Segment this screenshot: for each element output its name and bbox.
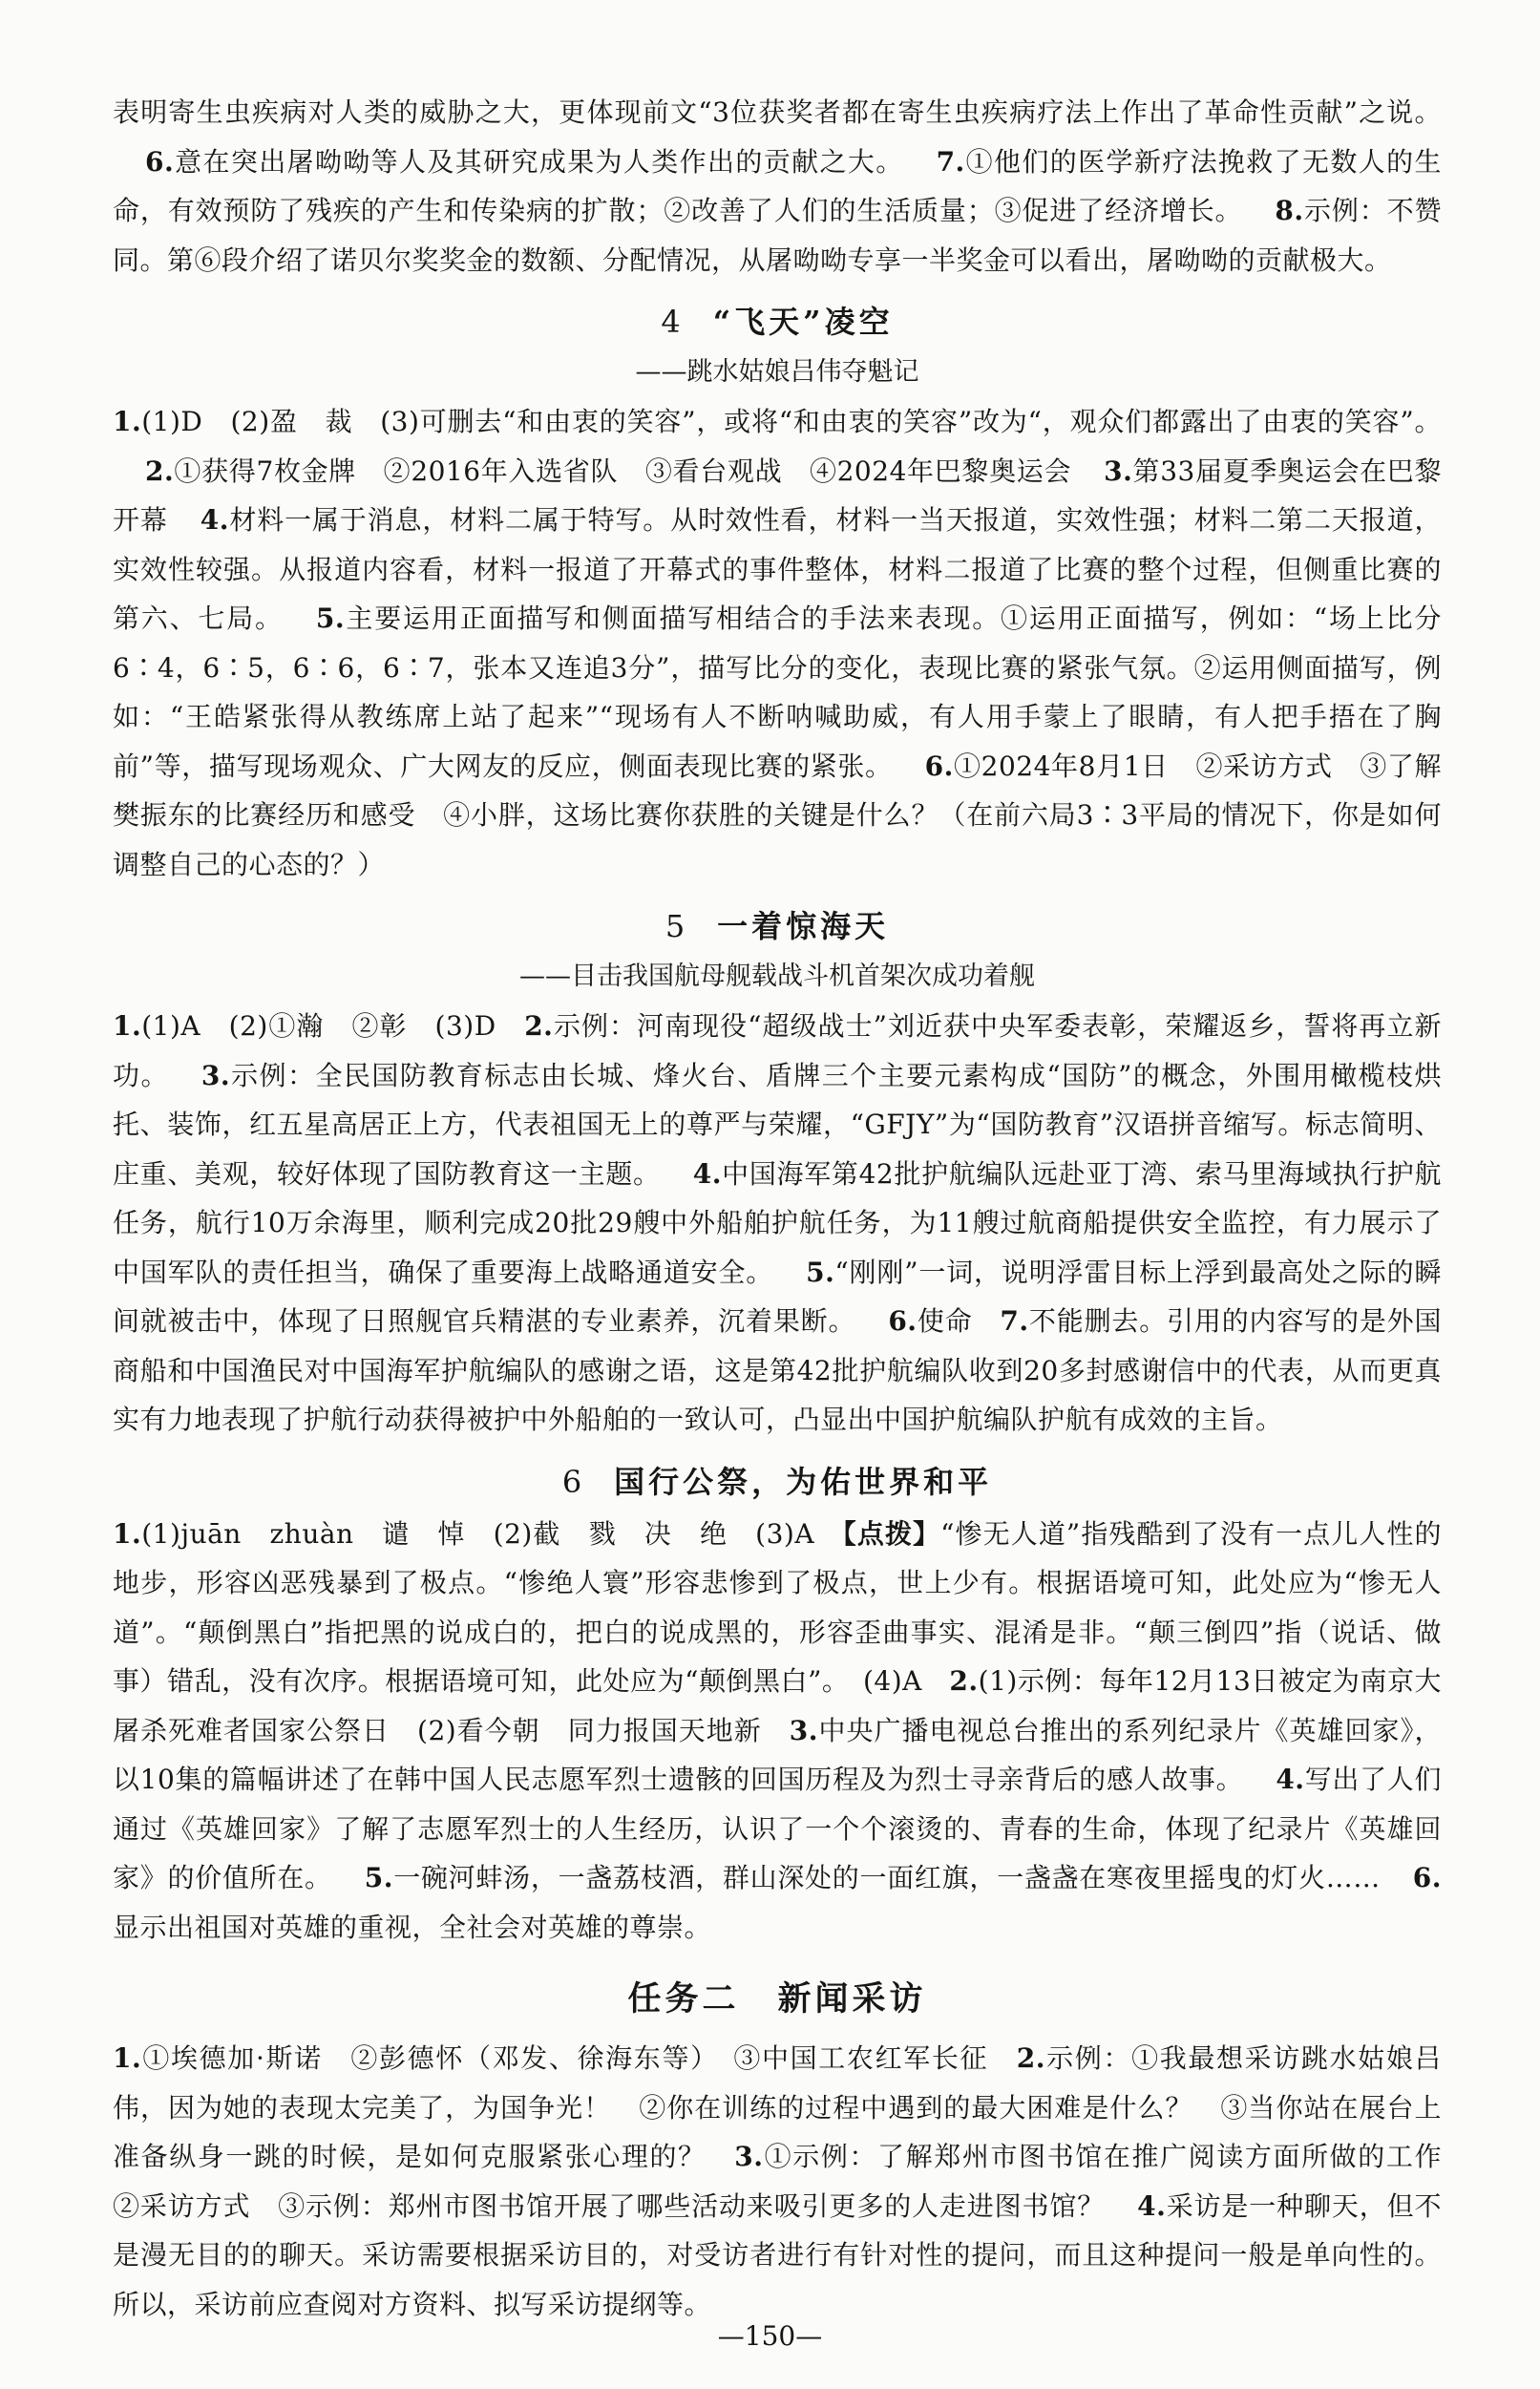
answer-text: 示例：河南现役“超级战士”刘近获中央军委表彰，荣耀返乡，誓将再立新功。 [113,1010,1442,1091]
lesson-title-text: 国行公祭，为佑世界和平 [614,1463,993,1500]
question-number: 2. [949,1665,979,1697]
answer-text: 表明寄生虫疾病对人类的威胁之大，更体现前文“3位获奖者都在寄生虫疾病疗法上作出了革命性贡献”之说。 [113,96,1442,128]
answer-text: 显示出祖国对英雄的重视，全社会对英雄的尊崇。 [113,1911,712,1943]
question-number: 2. [1016,2042,1046,2074]
lesson-title [113,1458,1442,1506]
question-number: 1. [113,2042,142,2074]
answer-text: “惨无人道”指残酷到了没有一点儿人性的地步，形容凶恶残暴到了极点。“惨绝人寰”形容悲惨到了极点，世上少有。根据语境可知，此处应为“惨无人道”。“颠倒黑白”指把黑的说成白的，把白的说成黑的，形容歪曲事实、混淆是非。“颠三倒四”指（说话、做事）错乱，没有次序。根据语境可知，此处应为“颠倒黑白”。 (4)A [113,1517,1442,1697]
answer-text: 意在突出屠呦呦等人及其研究成果为人类作出的贡献之大。 [174,145,904,178]
question-number: 5. [806,1256,835,1288]
page-number: —150— [717,2320,823,2352]
answer-text: ①埃德加·斯诺 ②彭德怀（邓发、徐海东等） ③中国工农红军长征 [141,2042,1017,2074]
answer-text: 示例：全民国防教育标志由长城、烽火台、盾牌三个主要元素构成“国防”的概念，外围用橄榄枝烘托、装饰，红五星高居正上方，代表祖国无上的尊严与荣耀，“GFJY”为“国防教育”汉语拼音缩写。标志简明、庄重、美观，较好体现了国防教育这一主题。 [113,1059,1442,1190]
question-number: 5. [364,1862,394,1893]
question-number: 3. [1104,455,1133,487]
task-title-text: 新闻采访 [777,1979,927,2019]
task-title [113,1973,1442,2026]
task-number: 任务二 [627,1979,740,2019]
answer-paragraph [113,397,1442,889]
question-number: 2. [524,1010,554,1042]
question-number: 【点拨】 [842,1517,941,1550]
lesson-number: 4 [661,304,681,340]
lesson-number: 6 [561,1463,582,1500]
answer-text: 第33届夏季奥运会在巴黎开幕 [113,455,1442,536]
answer-text: 中国海军第42批护航编队远赴亚丁湾、索马里海域执行护航任务，航行10万余海里，顺利完成20批29艘中外船舶护航任务，为11艘过航商船提供安全监控，有力展示了中国军队的责任担当，确保了重要海上战略通道安全。 [113,1157,1442,1288]
answer-paragraph [113,2034,1469,2329]
lesson-title [113,298,1442,346]
question-number: 5. [315,603,346,634]
answer-text: ①示例：了解郑州市图书馆在推广阅读方面所做的工作 ②采访方式 ③示例：郑州市图书馆开展了哪些活动来吸引更多的人走进图书馆？ [113,2141,1469,2222]
answer-text: (1)D (2)盈 裁 (3)可删去“和由衷的笑容”，或将“和由衷的笑容”改为“，观众们都露出了由衷的笑容”。 [141,406,1442,437]
question-number: 1. [113,406,142,437]
lesson-number: 5 [665,908,686,944]
question-number: 1. [113,1010,142,1042]
answer-text: 示例：不赞同。第⑥段介绍了诺贝尔奖奖金的数额、分配情况，从屠呦呦专享一半奖金可以看出，屠呦呦的贡献极大。 [113,195,1442,276]
lesson-subtitle: ——目击我国航母舰载战斗机首架次成功着舰 [519,962,1035,991]
answer-text: 示例：①我最想采访跳水姑娘吕伟，因为她的表现太完美了，为国争光！ ②你在训练的过程中遇到的最大困难是什么？ ③当你站在展台上准备纵身一跳的时候，是如何克服紧张心理的？ [113,2042,1442,2172]
question-number: 6. [145,145,175,178]
answer-text: 使命 [917,1305,1001,1337]
answer-text: 主要运用正面描写和侧面描写相结合的手法来表现。①运用正面描写，例如：“场上比分6∶4，6∶5，6∶6，6∶7，张本又连追3分”，描写比分的变化，表现比赛的紧张气氛。②运用侧面描写，例如：“王皓紧张得从教练席上站了起来”“现场有人不断呐喊助威，有人用手蒙上了眼睛，有人把手捂在了胸前”等，描写现场观众、广大网友的反应，侧面表现比赛的紧张。 [113,603,1442,782]
answer-text: 一碗河蚌汤，一盏荔枝酒，群山深处的一面红旗，一盏盏在寒夜里摇曳的灯火…… [393,1862,1381,1893]
answer-text: ①获得7枚金牌 ②2016年入选省队 ③看台观战 ④2024年巴黎奥运会 [174,455,1072,487]
question-number: 7. [936,145,965,178]
question-number: 4. [1276,1764,1305,1795]
question-number: 6. [924,750,954,782]
answer-text: (1)示例：每年12月13日被定为南京大屠杀死难者国家公祭日 (2)看今朝 同力报国天地新 [113,1665,1443,1746]
question-number: 6. [1412,1862,1442,1893]
question-number: 4. [200,504,229,536]
question-number: 2. [145,455,175,487]
lesson-title-text: “飞天”凌空 [712,304,894,340]
question-number: 3. [789,1714,818,1746]
question-number: 7. [1000,1305,1029,1337]
answer-text: 不能删去。引用的内容写的是外国商船和中国渔民对中国海军护航编队的感谢之语，这是第42批护航编队收到20多封感谢信中的代表，从而更真实有力地表现了护航行动获得被护中外船舶的一致认可，凸显出中国护航编队护航有成效的主旨。 [113,1305,1442,1435]
answer-content [113,88,1469,2329]
lesson-title [113,902,1442,950]
answer-paragraph [113,1002,1442,1445]
answer-text: (1)A (2)①瀚 ②彰 (3)D [141,1010,525,1042]
lesson-title-text: 一着惊海天 [717,908,890,944]
answer-text: ①2024年8月1日 ②采访方式 ③了解樊振东的比赛经历和感受 ④小胖，这场比赛你获胜的关键是什么？（在前六局3∶3平局的情况下，你是如何调整自己的心态的？） [113,750,1442,880]
answer-text: 写出了人们通过《英雄回家》了解了志愿军烈士的人生经历，认识了一个个滚烫的、青春的生命，体现了纪录片《英雄回家》的价值所在。 [113,1764,1442,1893]
answer-paragraph [113,88,1442,285]
question-number: 4. [1137,2189,1167,2222]
answer-text: (1)juān zhuàn 谴 悼 (2)截 戮 决 绝 (3)A [141,1517,843,1550]
answer-text: 采访是一种聊天，但不是漫无目的的聊天。采访需要根据采访目的，对受访者进行有针对性的提问，而且这种提问一般是单向性的。所以，采访前应查阅对方资料、拟写采访提纲等。 [113,2189,1442,2320]
question-number: 6. [888,1305,918,1337]
question-number: 3. [734,2141,764,2172]
question-number: 8. [1275,195,1304,226]
question-number: 1. [113,1517,142,1550]
answer-text: 中央广播电视总台推出的系列纪录片《英雄回家》，以10集的篇幅讲述了在韩中国人民志愿军烈士遗骸的回国历程及为烈士寻亲背后的感人故事。 [113,1714,1442,1795]
answer-text: 材料一属于消息，材料二属于特写。从时效性看，材料一当天报道，实效性强；材料二第二天报道，实效性较强。从报道内容看，材料一报道了开幕式的事件整体，材料二报道了比赛的整个过程，但侧重比赛的第六、七局。 [113,504,1442,634]
answer-text: “刚刚”一词，说明浮雷目标上浮到最高处之际的瞬间就被击中，体现了日照舰官兵精湛的专业素养，沉着果断。 [113,1256,1442,1337]
question-number: 3. [200,1059,231,1091]
question-number: 4. [692,1157,722,1190]
answer-text: ①他们的医学新疗法挽救了无数人的生命，有效预防了残疾的产生和传染病的扩散；②改善了人们的生活质量；③促进了经济增长。 [113,145,1442,226]
lesson-subtitle: ——跳水姑娘吕伟夺魁记 [635,357,919,387]
answer-paragraph [113,1510,1442,1953]
